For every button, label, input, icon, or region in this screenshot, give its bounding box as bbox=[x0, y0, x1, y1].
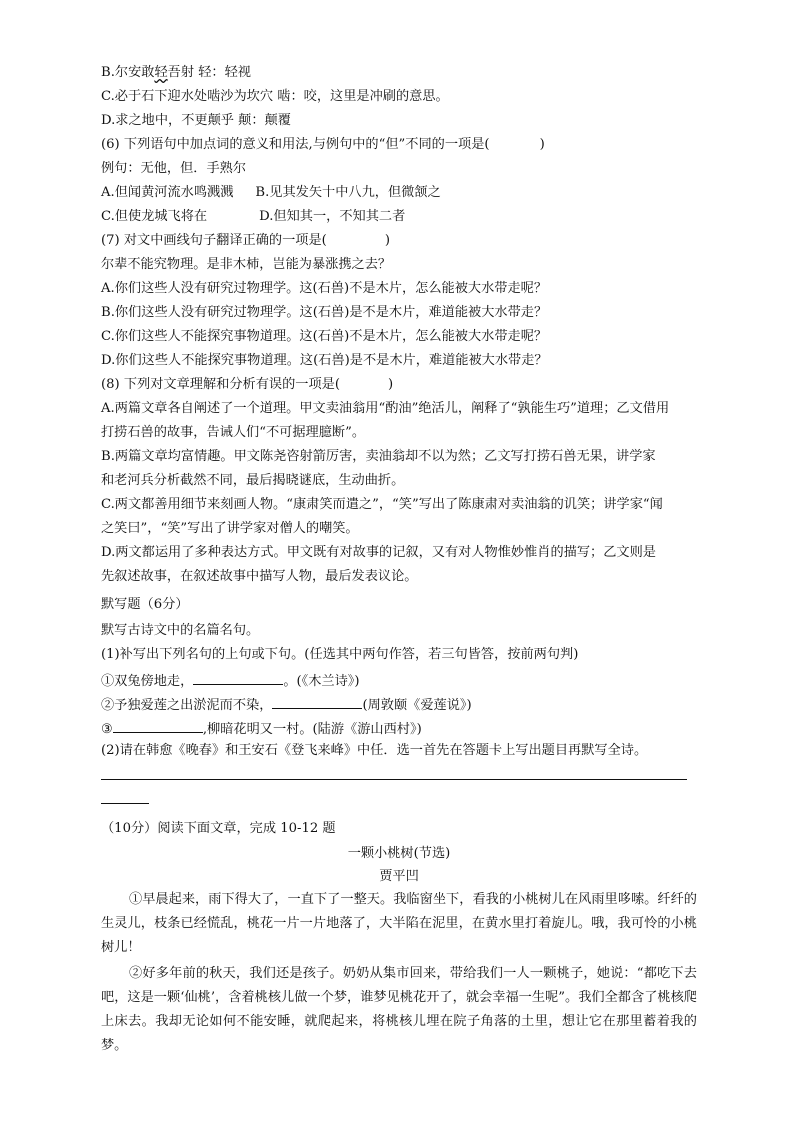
q8-option-a-line1: A.两篇文章各自阐述了一个道理。甲文卖油翁用“酌油”绝活儿，阐释了“孰能生巧”道理；乙文借用 bbox=[101, 401, 670, 416]
q7-option-b: B.你们这些人没有研究过物理学。这(石兽)是不是木片，难道能被大水带走？ bbox=[101, 305, 548, 320]
q7-option-d: D.你们这些人不能探究事物道理。这(石兽)是不是木片，难道能被大水带走？ bbox=[101, 353, 548, 368]
q8-option-d-line1: D.两文都运用了多种表达方式。甲文既有对故事的记叙，又有对人物惟妙惟肖的描写；乙文则是 bbox=[101, 545, 656, 560]
q6-option-a: A.但闻黄河流水鸣溅溅 bbox=[101, 185, 234, 200]
q5-option-c: C.必于石下迎水处啮沙为坎穴 啮：咬，这里是冲刷的意思。 bbox=[101, 89, 449, 104]
q5-option-b-text: B.尔安敢 bbox=[101, 65, 155, 80]
q6-option-c: C.但使龙城飞将在 bbox=[101, 209, 208, 224]
q5-option-b-marked-word: 轻 bbox=[154, 65, 168, 80]
dictation-item2-source: (周敦颐《爱莲说》) bbox=[362, 698, 472, 713]
dictation-title: 默写题（6分） bbox=[101, 597, 189, 612]
q8-answer-paren: ) bbox=[388, 377, 394, 392]
q8-option-c-line2: 之笑曰”，“笑”写出了讲学家对僧人的嘲笑。 bbox=[101, 521, 359, 536]
reading-author: 贾平凹 bbox=[379, 869, 419, 884]
reading-paragraph-2: ②好多年前的秋天，我们还是孩子。奶奶从集市回来，带给我们一人一颗桃子，她说：“都吃下去吧，这是一颗‘仙桃’，含着桃核儿做一个梦，谁梦见桃花开了，就会幸福一生呢”。我们全都含了桃核爬上床去。我却无论如何不能安睡，就爬起来，将桃核儿埋在院子角落的土里，想让它在那里蓄着我的梦。 bbox=[101, 966, 697, 1053]
q8-stem bbox=[101, 376, 393, 394]
q7-option-a: A.你们这些人没有研究过物理学。这(石兽)不是木片，怎么能被大水带走呢？ bbox=[101, 281, 548, 296]
dictation-item1 bbox=[101, 670, 360, 691]
q8-option-c-line1: C.两文都善用细节来刻画人物。“康肃笑而遣之”，“笑”写出了陈康肃对卖油翁的讥笑；讲学家“闻 bbox=[101, 497, 663, 512]
dictation-item3 bbox=[101, 718, 422, 739]
q7-stem-text: (7) 对文中画线句子翻译正确的一项是( bbox=[101, 233, 327, 248]
answer-line[interactable] bbox=[101, 779, 687, 780]
dictation-item3-prompt: ,柳暗花明又一村。(陆游《游山西村》) bbox=[202, 722, 422, 737]
q5-option-d: D.求之地中，不更颠乎 颠：颠覆 bbox=[101, 113, 291, 128]
q6-example: 例句：无他，但．手熟尔 bbox=[101, 161, 247, 176]
dictation-item2-prompt: ②予独爱莲之出淤泥而不染， bbox=[101, 698, 273, 713]
dictation-instruction: 默写古诗文中的名篇名句。 bbox=[101, 623, 260, 638]
q8-option-b-line2: 和老河兵分析截然不同，最后揭晓谜底，生动曲折。 bbox=[101, 473, 405, 488]
dictation-item3-marker: ③ bbox=[101, 722, 113, 737]
q6-option-d: D.但知其一，不知其二者 bbox=[259, 209, 406, 224]
answer-line-short[interactable] bbox=[101, 803, 149, 804]
q5-option-b-gloss: 吾射 轻：轻视 bbox=[167, 65, 251, 80]
dictation-part1: (1)补写出下列名句的上句或下句。(任选其中两句作答，若三句皆答，按前两句判) bbox=[101, 647, 579, 662]
q8-option-b-line1: B.两篇文章均富情趣。甲文陈尧咨射箭厉害，卖油翁却不以为然；乙文写打捞石兽无果，讲学家 bbox=[101, 449, 656, 464]
q5-option-b bbox=[101, 64, 251, 82]
q6-options-row1 bbox=[101, 184, 441, 202]
q7-answer-paren: ) bbox=[384, 233, 390, 248]
q7-sentence: 尔辈不能究物理。是非木杮，岂能为暴涨携之去？ bbox=[101, 257, 392, 272]
q8-option-a-line2: 打捞石兽的故事，告诫人们“不可据理臆断”。 bbox=[101, 425, 366, 440]
dictation-item1-source: 。(《木兰诗》) bbox=[283, 674, 360, 689]
q6-stem-text: (6) 下列语句中加点词的意义和用法,与例句中的“但”不同的一项是( bbox=[101, 137, 490, 152]
q8-option-d-line2: 先叙述故事，在叙述故事中描写人物，最后发表议论。 bbox=[101, 569, 418, 584]
q6-answer-paren: ) bbox=[539, 137, 545, 152]
dictation-item2 bbox=[101, 694, 472, 715]
dictation-item1-blank[interactable] bbox=[193, 670, 283, 685]
dictation-item3-blank[interactable] bbox=[113, 718, 203, 733]
q6-stem bbox=[101, 136, 545, 154]
dictation-item1-prompt: ①双兔傍地走， bbox=[101, 674, 194, 689]
q6-option-b: B.见其发矢十中八九，但微颔之 bbox=[255, 185, 441, 200]
q8-stem-text: (8) 下列对文章理解和分析有误的一项是( bbox=[101, 377, 341, 392]
reading-intro: （10分）阅读下面文章，完成 10-12 题 bbox=[101, 821, 336, 836]
dictation-item2-blank[interactable] bbox=[272, 694, 362, 709]
q6-options-row2 bbox=[101, 208, 405, 226]
dictation-part2: (2)请在韩愈《晚春》和王安石《登飞来峰》中任．选一首先在答题卡上写出题目再默写全诗。 bbox=[101, 743, 648, 758]
q7-option-c: C.你们这些人不能探究事物道理。这(石兽)不是木片，怎么能被大水带走呢？ bbox=[101, 329, 548, 344]
q7-stem bbox=[101, 232, 390, 250]
reading-title: 一颗小桃树(节选) bbox=[347, 846, 451, 861]
reading-paragraph-1: ①早晨起来，雨下得大了，一直下了一整天。我临窗坐下，看我的小桃树儿在风雨里哆嗦。纤纤的生灵儿，枝条已经慌乱，桃花一片一片地落了，大半陷在泥里，在黄水里打着旋儿。哦，我可怜的小桃树儿！ bbox=[101, 892, 697, 955]
